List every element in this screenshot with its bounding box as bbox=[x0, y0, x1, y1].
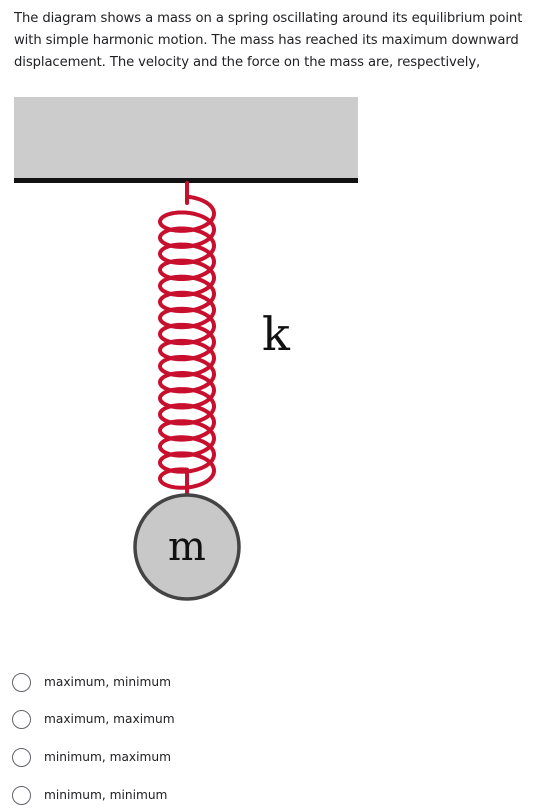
spring-constant-label: k bbox=[262, 307, 290, 361]
option-4[interactable] bbox=[12, 783, 167, 807]
option-1[interactable] bbox=[12, 670, 171, 694]
mass-label: m bbox=[168, 524, 206, 570]
radio-button[interactable] bbox=[12, 710, 31, 729]
radio-button[interactable] bbox=[12, 673, 31, 692]
option-label: maximum, minimum bbox=[44, 675, 171, 689]
option-label: minimum, minimum bbox=[44, 788, 168, 802]
option-3[interactable] bbox=[12, 745, 171, 769]
option-2[interactable] bbox=[12, 707, 175, 731]
option-label: minimum, maximum bbox=[44, 750, 171, 764]
option-label: maximum, maximum bbox=[44, 712, 175, 726]
radio-button[interactable] bbox=[12, 748, 31, 767]
question-text: The diagram shows a mass on a spring oscillating around its equilibrium point with simple harmonic motion. The mass has reached its maximum downward displacement. The velocity and the force on the mass are, respectively, bbox=[14, 11, 523, 70]
ceiling-block bbox=[14, 97, 358, 181]
spring-coil bbox=[160, 183, 214, 496]
radio-button[interactable] bbox=[12, 786, 31, 805]
